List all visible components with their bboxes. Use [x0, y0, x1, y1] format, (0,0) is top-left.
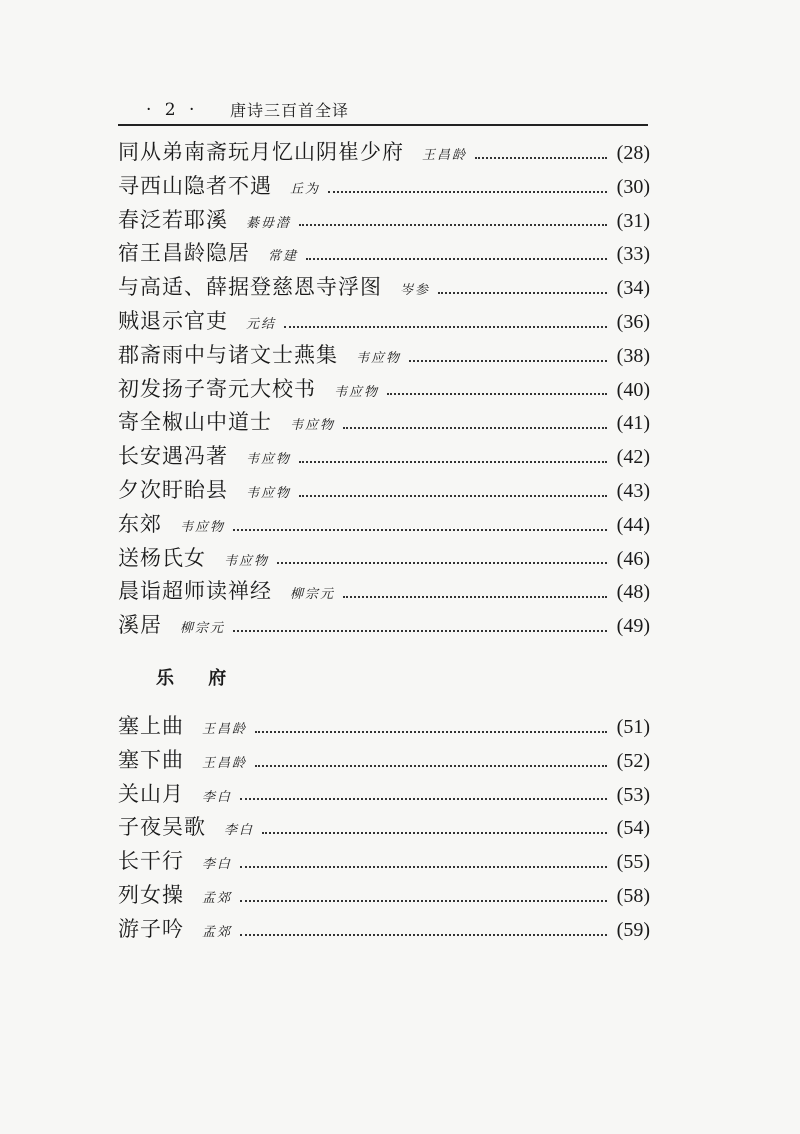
leader-dots [299, 210, 607, 226]
poem-title: 夕次盱眙县 [118, 477, 228, 502]
page-reference: (55) [616, 851, 650, 874]
poet-name: 韦应物 [246, 485, 292, 501]
leader-dots [475, 143, 607, 159]
poet-name: 韦应物 [246, 452, 292, 468]
book-title: 唐诗三百首全译 [230, 101, 350, 120]
leader-dots [240, 852, 607, 868]
page-reference: (59) [616, 918, 650, 941]
toc-entry[interactable] [118, 373, 650, 407]
page-reference: (33) [616, 243, 650, 266]
poet-name: 李白 [202, 789, 233, 805]
poet-name: 韦应物 [180, 519, 226, 535]
poet-name: 韦应物 [356, 350, 402, 366]
leader-dots [299, 481, 607, 497]
toc-entry[interactable] [118, 744, 650, 778]
leader-dots [343, 413, 607, 429]
toc-entry[interactable] [118, 406, 650, 440]
poem-title: 晨诣超师读禅经 [118, 579, 272, 604]
page-reference: (38) [616, 344, 650, 367]
toc-entry[interactable] [118, 271, 650, 305]
page-reference: (48) [616, 581, 650, 604]
poem-title: 送杨氏女 [118, 545, 206, 570]
toc-entry[interactable] [118, 339, 650, 373]
page-reference: (40) [616, 378, 650, 401]
page-reference: (49) [616, 615, 650, 638]
toc-entry[interactable] [118, 440, 650, 474]
leader-dots [277, 548, 607, 564]
section-heading: 乐 府 [156, 668, 241, 689]
toc-entry[interactable] [118, 811, 650, 845]
page-reference: (34) [616, 277, 650, 300]
poem-title: 塞下曲 [118, 747, 184, 772]
poet-name: 元结 [246, 316, 277, 332]
poet-name: 岑参 [400, 283, 431, 299]
toc-entry[interactable] [118, 136, 650, 170]
toc-entry[interactable] [118, 170, 650, 204]
poem-title: 寄全椒山中道士 [118, 410, 272, 435]
leader-dots [240, 784, 607, 800]
poet-name: 王昌龄 [202, 722, 248, 737]
poet-name: 孟郊 [202, 924, 233, 940]
toc-entry[interactable] [118, 542, 650, 576]
toc-section-yuefu [118, 710, 650, 947]
header-rule [118, 124, 648, 126]
page-reference: (53) [616, 783, 650, 806]
poet-name: 常建 [268, 249, 299, 265]
poem-title: 郡斋雨中与诸文士燕集 [118, 342, 338, 367]
poet-name: 韦应物 [224, 553, 270, 569]
page-reference: (51) [616, 716, 650, 738]
toc-entry[interactable] [118, 913, 650, 947]
poem-title: 溪居 [118, 613, 162, 638]
leader-dots [233, 616, 607, 632]
poet-name: 丘为 [290, 181, 321, 197]
page-reference: (36) [616, 310, 650, 333]
page-reference: (41) [616, 412, 650, 435]
page-header [118, 96, 650, 126]
page-reference: (54) [616, 817, 650, 840]
page-reference: (42) [616, 446, 650, 469]
toc-entry[interactable] [118, 305, 650, 339]
poem-title: 塞上曲 [118, 714, 184, 738]
leader-dots [438, 278, 607, 294]
poet-name: 柳宗元 [290, 587, 336, 603]
poem-title: 子夜吴歌 [118, 815, 206, 840]
poem-title: 长干行 [118, 849, 184, 874]
leader-dots [262, 818, 607, 834]
poem-title: 寻西山隐者不遇 [118, 173, 272, 198]
poem-title: 同从弟南斋玩月忆山阴崔少府 [118, 140, 404, 164]
leader-dots [387, 379, 607, 395]
leader-dots [409, 346, 607, 362]
toc-entry[interactable] [118, 204, 650, 238]
poem-title: 东郊 [118, 511, 162, 536]
leader-dots [343, 582, 607, 598]
page-reference: (52) [616, 749, 650, 772]
leader-dots [306, 244, 607, 260]
page-reference: (44) [616, 513, 650, 536]
toc-entry[interactable] [118, 508, 650, 542]
leader-dots [328, 177, 607, 193]
leader-dots [284, 312, 607, 328]
poem-title: 宿王昌龄隐居 [118, 241, 250, 266]
page-reference: (46) [616, 547, 650, 570]
page-reference: (58) [616, 884, 650, 907]
leader-dots [233, 515, 607, 531]
leader-dots [240, 886, 607, 902]
poem-title: 游子吟 [118, 916, 184, 941]
poem-title: 贼退示官吏 [118, 308, 228, 333]
leader-dots [299, 447, 607, 463]
poet-name: 韦应物 [334, 384, 380, 400]
poet-name: 綦毋潜 [246, 215, 292, 231]
leader-dots [255, 717, 607, 733]
page-reference: (31) [616, 209, 650, 232]
leader-dots [255, 751, 607, 767]
toc-entry[interactable] [118, 879, 650, 913]
toc-entry[interactable] [118, 609, 650, 643]
toc-section-1 [118, 136, 650, 643]
poem-title: 列女操 [118, 882, 184, 907]
toc-entry[interactable] [118, 575, 650, 609]
poem-title: 长安遇冯著 [118, 444, 228, 469]
poet-name: 王昌龄 [202, 755, 248, 771]
poet-name: 韦应物 [290, 418, 336, 434]
page-reference: (30) [616, 175, 650, 198]
poet-name: 王昌龄 [422, 148, 468, 163]
page-reference: (43) [616, 479, 650, 502]
poem-title: 春泛若耶溪 [118, 207, 228, 232]
poem-title: 关山月 [118, 781, 184, 806]
toc-entry[interactable] [118, 778, 650, 812]
toc-entry[interactable] [118, 474, 650, 508]
page-reference: (28) [616, 142, 650, 164]
page-number: · 2 · [146, 100, 199, 120]
toc-entry[interactable] [118, 237, 650, 271]
leader-dots [240, 920, 607, 936]
poet-name: 孟郊 [202, 890, 233, 906]
poet-name: 李白 [224, 823, 255, 839]
poet-name: 李白 [202, 857, 233, 873]
poem-title: 初发扬子寄元大校书 [118, 376, 316, 401]
poet-name: 柳宗元 [180, 621, 226, 637]
toc-entry[interactable] [118, 710, 650, 744]
poem-title: 与高适、薛据登慈恩寺浮图 [118, 275, 382, 300]
toc-entry[interactable] [118, 845, 650, 879]
